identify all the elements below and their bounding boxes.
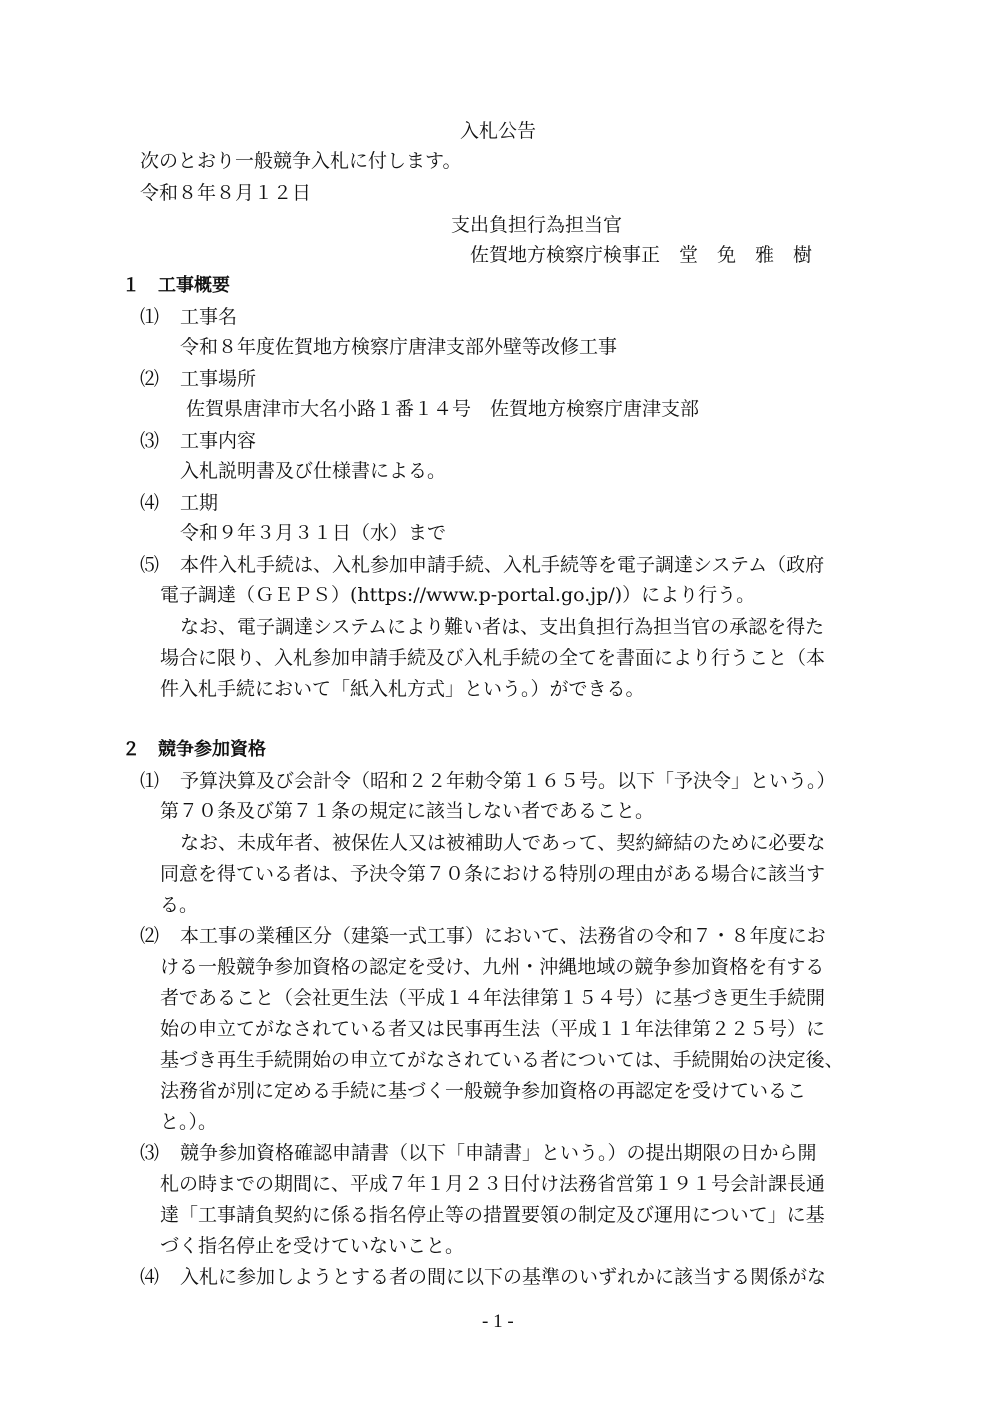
item-label: ⑶ — [140, 430, 160, 452]
official-title: 支出負担行為担当官 — [451, 214, 623, 236]
item-text: 入札に参加しようとする者の間に以下の基準のいずれかに該当する関係がな — [180, 1266, 827, 1288]
item-1-1-head — [140, 304, 237, 330]
item-1-5-line3: なお、電子調達システムにより難い者は、支出負担行為担当官の承認を得た — [180, 616, 825, 638]
item-2-2-line7: と。）。 — [160, 1111, 218, 1133]
item-heading: 工期 — [180, 492, 219, 514]
official-name: 佐賀地方検察庁検事正 堂 免 雅 樹 — [470, 244, 813, 266]
item-2-1-line3: なお、未成年者、被保佐人又は被補助人であって、契約締結のために必要な — [180, 832, 826, 854]
item-2-3-line2: 札の時までの期間に、平成７年１月２３日付け法務省営第１９１号会計課長通 — [160, 1173, 826, 1195]
item-label: ⑷ — [140, 492, 160, 514]
item-1-5-line4: 場合に限り、入札参加申請手続及び入札手続の全てを書面により行うこと（本 — [160, 647, 826, 669]
item-2-2-line1 — [140, 923, 826, 949]
item-2-2-line2: ける一般競争参加資格の認定を受け、九州・沖縄地域の競争参加資格を有する — [160, 956, 825, 978]
item-label: ⑷ — [140, 1266, 160, 1288]
item-text: 予算決算及び会計令（昭和２２年勅令第１６５号。以下「予決令」という。） — [180, 770, 836, 792]
item-2-2-line3: 者であること（会社更生法（平成１４年法律第１５４号）に基づき更生手続開 — [160, 987, 826, 1009]
item-1-2-body: 佐賀県唐津市大名小路１番１４号 佐賀地方検察庁唐津支部 — [186, 398, 700, 420]
notice-title: 入札公告 — [460, 120, 537, 142]
item-label: ⑵ — [140, 925, 160, 947]
item-label: ⑴ — [140, 770, 160, 792]
item-2-3-line1 — [140, 1140, 817, 1166]
item-text: 本件入札手続は、入札参加申請手続、入札手続等を電子調達システム（政府 — [180, 554, 825, 576]
page-number: - 1 - — [482, 1311, 514, 1332]
item-2-3-line3: 達「工事請負契約に係る指名停止等の措置要領の制定及び運用について」に基 — [160, 1204, 825, 1226]
item-text: 競争参加資格確認申請書（以下「申請書」という。）の提出期限の日から開 — [180, 1142, 817, 1164]
item-2-2-line5: 基づき再生手続開始の申立てがなされている者については、手続開始の決定後、 — [160, 1049, 844, 1071]
item-1-4-head — [140, 490, 218, 516]
item-1-5-line1 — [140, 552, 824, 578]
notice-date: 令和８年８月１２日 — [140, 182, 312, 204]
item-label: ⑶ — [140, 1142, 160, 1164]
item-2-1-line1 — [140, 768, 836, 794]
item-label: ⑵ — [140, 368, 160, 390]
section-1-heading: １ 工事概要 — [122, 275, 230, 296]
item-label: ⑸ — [140, 554, 160, 576]
item-heading: 工事内容 — [180, 430, 257, 452]
item-heading: 工事場所 — [180, 368, 257, 390]
item-2-2-line6: 法務省が別に定める手続に基づく一般競争参加資格の再認定を受けているこ — [160, 1080, 807, 1102]
item-label: ⑴ — [140, 306, 160, 328]
item-1-5-line5: 件入札手続において「紙入札方式」という。）ができる。 — [160, 678, 645, 700]
item-text: 本工事の業種区分（建築一式工事）において、法務省の令和７・８年度にお — [180, 925, 826, 947]
item-2-1-line5: る。 — [160, 894, 199, 916]
item-heading: 工事名 — [180, 306, 238, 328]
item-1-3-head — [140, 428, 256, 454]
item-1-5-line2: 電子調達（ＧＥＰＳ）(https://www.p-portal.go.jp/)）により行う。 — [160, 584, 756, 606]
item-1-4-body: 令和９年３月３１日（水）まで — [180, 522, 447, 544]
item-2-3-line4: づく指名停止を受けていないこと。 — [160, 1235, 465, 1257]
item-1-2-head — [140, 366, 256, 392]
item-1-1-body: 令和８年度佐賀地方検察庁唐津支部外壁等改修工事 — [180, 336, 618, 358]
item-2-1-line2: 第７０条及び第７１条の規定に該当しない者であること。 — [160, 800, 655, 822]
intro-text: 次のとおり一般競争入札に付します。 — [140, 150, 462, 172]
item-2-4-line1 — [140, 1264, 826, 1290]
item-2-1-line4: 同意を得ている者は、予決令第７０条における特別の理由がある場合に該当す — [160, 863, 826, 885]
item-1-3-body: 入札説明書及び仕様書による。 — [180, 460, 447, 482]
item-2-2-line4: 始の申立てがなされている者又は民事再生法（平成１１年法律第２２５号）に — [160, 1018, 826, 1040]
section-2-heading: ２ 競争参加資格 — [122, 739, 266, 760]
